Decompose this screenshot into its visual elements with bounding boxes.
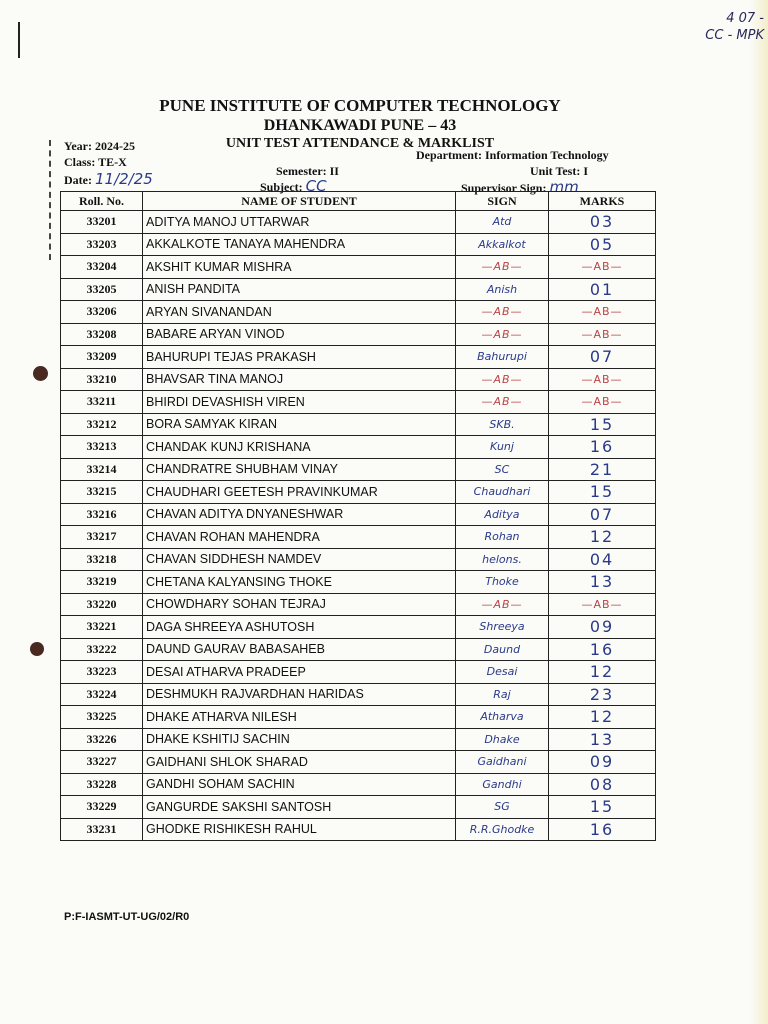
signature: helons.: [456, 548, 549, 571]
subject-label: Subject:: [260, 180, 303, 194]
marks: 13: [549, 571, 656, 594]
student-name: CHOWDHARY SOHAN TEJRAJ: [143, 593, 456, 616]
marks: 13: [549, 728, 656, 751]
marks: —AB—: [549, 256, 656, 279]
table-row: [61, 818, 656, 841]
marks: 03: [549, 211, 656, 234]
student-name: GAIDHANI SHLOK SHARAD: [143, 751, 456, 774]
signature: Shreeya: [456, 616, 549, 639]
table-header-row: [61, 192, 656, 211]
roll-number: 33214: [61, 458, 143, 481]
marks: 15: [549, 796, 656, 819]
marks: 05: [549, 233, 656, 256]
subject-value: CC: [305, 177, 327, 195]
supervisor-label: Supervisor Sign:: [461, 181, 547, 195]
marks: 12: [549, 706, 656, 729]
punch-hole-1: [33, 366, 48, 381]
signature: R.R.Ghodke: [456, 818, 549, 841]
marks: 16: [549, 818, 656, 841]
signature: Anish: [456, 278, 549, 301]
class-label: Class: TE-X: [64, 155, 127, 169]
marks: 09: [549, 751, 656, 774]
document-header: [100, 96, 620, 152]
roll-number: 33216: [61, 503, 143, 526]
roll-number: 33208: [61, 323, 143, 346]
signature: Akkalkot: [456, 233, 549, 256]
student-name: BORA SAMYAK KIRAN: [143, 413, 456, 436]
student-name: BAHURUPI TEJAS PRAKASH: [143, 346, 456, 369]
signature: Dhake: [456, 728, 549, 751]
student-name: DESAI ATHARVA PRADEEP: [143, 661, 456, 684]
table-row: [61, 706, 656, 729]
table-row: [61, 661, 656, 684]
signature: SC: [456, 458, 549, 481]
student-name: GANGURDE SAKSHI SANTOSH: [143, 796, 456, 819]
student-name: ANISH PANDITA: [143, 278, 456, 301]
signature: Aditya: [456, 503, 549, 526]
col-header-roll: Roll. No.: [61, 192, 143, 211]
signature: —AB—: [456, 391, 549, 414]
student-name: AKKALKOTE TANAYA MAHENDRA: [143, 233, 456, 256]
roll-number: 33203: [61, 233, 143, 256]
institute-name: PUNE INSTITUTE OF COMPUTER TECHNOLOGY: [159, 96, 561, 115]
col-header-marks: MARKS: [549, 192, 656, 211]
semester-label: Semester: II: [276, 164, 339, 178]
roll-number: 33201: [61, 211, 143, 234]
roll-number: 33223: [61, 661, 143, 684]
signature: —AB—: [456, 301, 549, 324]
student-name: CHAUDHARI GEETESH PRAVINKUMAR: [143, 481, 456, 504]
marks: 15: [549, 413, 656, 436]
roll-number: 33222: [61, 638, 143, 661]
marks: 09: [549, 616, 656, 639]
department-label: Department: Information Technology: [416, 148, 609, 162]
signature: Bahurupi: [456, 346, 549, 369]
roll-number: 33211: [61, 391, 143, 414]
marks: 16: [549, 638, 656, 661]
table-row: [61, 391, 656, 414]
roll-number: 33204: [61, 256, 143, 279]
marks: 16: [549, 436, 656, 459]
table-row: [61, 638, 656, 661]
roll-number: 33210: [61, 368, 143, 391]
table-row: [61, 548, 656, 571]
signature: Thoke: [456, 571, 549, 594]
punch-hole-2: [30, 642, 44, 656]
roll-number: 33225: [61, 706, 143, 729]
table-row: [61, 728, 656, 751]
marks: 12: [549, 526, 656, 549]
table-row: [61, 526, 656, 549]
unit-test-label: Unit Test: I: [530, 164, 589, 178]
table-row: [61, 323, 656, 346]
student-name: DHAKE KSHITIJ SACHIN: [143, 728, 456, 751]
table-body: [61, 211, 656, 841]
table-row: [61, 256, 656, 279]
table-row: [61, 211, 656, 234]
student-name: DAUND GAURAV BABASAHEB: [143, 638, 456, 661]
roll-number: 33228: [61, 773, 143, 796]
student-name: DAGA SHREEYA ASHUTOSH: [143, 616, 456, 639]
signature: SKB.: [456, 413, 549, 436]
roll-number: 33206: [61, 301, 143, 324]
marks: —AB—: [549, 323, 656, 346]
document-title: UNIT TEST ATTENDANCE & MARKLIST: [225, 136, 495, 151]
signature: SG: [456, 796, 549, 819]
supervisor-signature: mm: [549, 178, 579, 196]
roll-number: 33229: [61, 796, 143, 819]
student-name: CHANDRATRE SHUBHAM VINAY: [143, 458, 456, 481]
marks: —AB—: [549, 593, 656, 616]
table-row: [61, 481, 656, 504]
roll-number: 33220: [61, 593, 143, 616]
roll-number: 33215: [61, 481, 143, 504]
roll-number: 33224: [61, 683, 143, 706]
marks: 08: [549, 773, 656, 796]
student-name: BABARE ARYAN VINOD: [143, 323, 456, 346]
table-row: [61, 413, 656, 436]
table-row: [61, 773, 656, 796]
table-row: [61, 368, 656, 391]
signature: Atd: [456, 211, 549, 234]
table-row: [61, 301, 656, 324]
signature: —AB—: [456, 256, 549, 279]
marks: 15: [549, 481, 656, 504]
corner-note: [668, 10, 764, 44]
student-name: BHAVSAR TINA MANOJ: [143, 368, 456, 391]
col-header-name: NAME OF STUDENT: [143, 192, 456, 211]
table-row: [61, 346, 656, 369]
margin-ticks: [49, 140, 53, 260]
signature: Raj: [456, 683, 549, 706]
table-row: [61, 503, 656, 526]
marks: 01: [549, 278, 656, 301]
student-name: GHODKE RISHIKESH RAHUL: [143, 818, 456, 841]
student-name: ADITYA MANOJ UTTARWAR: [143, 211, 456, 234]
roll-number: 33205: [61, 278, 143, 301]
roll-number: 33218: [61, 548, 143, 571]
roll-number: 33217: [61, 526, 143, 549]
marks: 04: [549, 548, 656, 571]
date-label: Date:: [64, 173, 92, 187]
table-row: [61, 436, 656, 459]
signature: Atharva: [456, 706, 549, 729]
signature: Kunj: [456, 436, 549, 459]
signature: Chaudhari: [456, 481, 549, 504]
student-name: BHIRDI DEVASHISH VIREN: [143, 391, 456, 414]
year-label: Year: 2024-25: [64, 139, 135, 153]
student-name: CHANDAK KUNJ KRISHANA: [143, 436, 456, 459]
attendance-table: [60, 191, 656, 841]
corner-note-line-1: 4 07 -: [726, 11, 764, 26]
marks: 07: [549, 346, 656, 369]
student-name: CHAVAN SIDDHESH NAMDEV: [143, 548, 456, 571]
marks: —AB—: [549, 368, 656, 391]
signature: Daund: [456, 638, 549, 661]
roll-number: 33227: [61, 751, 143, 774]
signature: —AB—: [456, 323, 549, 346]
student-name: DHAKE ATHARVA NILESH: [143, 706, 456, 729]
table-row: [61, 278, 656, 301]
table-row: [61, 458, 656, 481]
roll-number: 33221: [61, 616, 143, 639]
student-name: ARYAN SIVANANDAN: [143, 301, 456, 324]
student-name: CHAVAN ADITYA DNYANESHWAR: [143, 503, 456, 526]
signature: Gaidhani: [456, 751, 549, 774]
table-row: [61, 796, 656, 819]
signature: —AB—: [456, 368, 549, 391]
roll-number: 33212: [61, 413, 143, 436]
marks: 21: [549, 458, 656, 481]
marks: 23: [549, 683, 656, 706]
table-row: [61, 683, 656, 706]
signature: —AB—: [456, 593, 549, 616]
table-row: [61, 593, 656, 616]
signature: Gandhi: [456, 773, 549, 796]
student-name: DESHMUKH RAJVARDHAN HARIDAS: [143, 683, 456, 706]
student-name: AKSHIT KUMAR MISHRA: [143, 256, 456, 279]
student-name: GANDHI SOHAM SACHIN: [143, 773, 456, 796]
margin-mark: [18, 22, 20, 58]
table-row: [61, 571, 656, 594]
signature: Desai: [456, 661, 549, 684]
roll-number: 33213: [61, 436, 143, 459]
marks: —AB—: [549, 301, 656, 324]
roll-number: 33209: [61, 346, 143, 369]
table-row: [61, 751, 656, 774]
roll-number: 33219: [61, 571, 143, 594]
date-value: 11/2/25: [94, 170, 153, 188]
marks: —AB—: [549, 391, 656, 414]
table-row: [61, 616, 656, 639]
table-row: [61, 233, 656, 256]
student-name: CHAVAN ROHAN MAHENDRA: [143, 526, 456, 549]
col-header-sign: SIGN: [456, 192, 549, 211]
marks: 12: [549, 661, 656, 684]
institute-address: DHANKAWADI PUNE – 43: [263, 117, 457, 134]
marks: 07: [549, 503, 656, 526]
corner-note-line-2: CC - MPK: [705, 28, 764, 43]
student-name: CHETANA KALYANSING THOKE: [143, 571, 456, 594]
signature: Rohan: [456, 526, 549, 549]
roll-number: 33226: [61, 728, 143, 751]
form-code: P:F-IASMT-UT-UG/02/R0: [64, 911, 190, 923]
roll-number: 33231: [61, 818, 143, 841]
date-field: [64, 170, 153, 188]
scan-edge: [750, 0, 768, 1024]
